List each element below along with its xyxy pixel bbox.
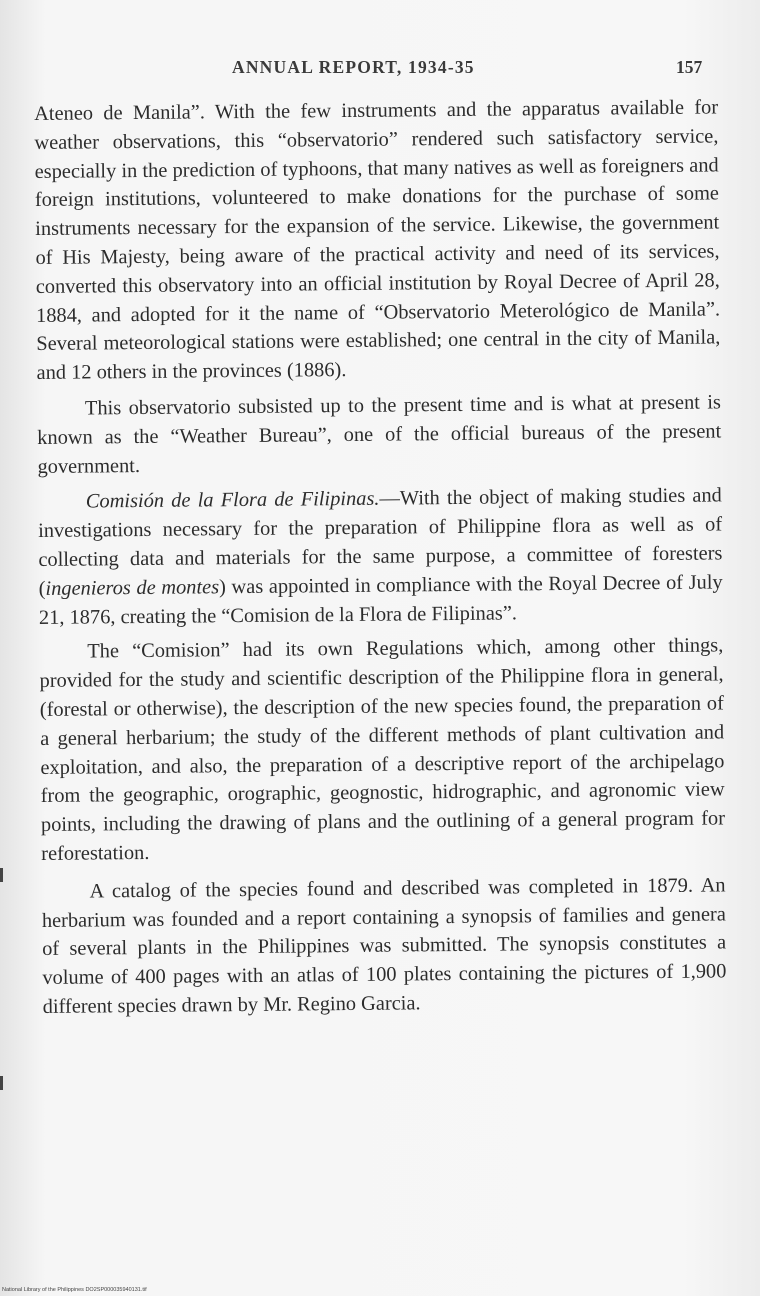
scan-edge-mark	[0, 868, 3, 882]
paragraph-catalog: A catalog of the species found and described was completed in 1879. An herbarium was founded and a report containing a synopsis of families and genera of several plants in the Philippines was submitted. The synopsis constitutes a volume of 400 pages with an atlas of 100 plates containing the pictures of 1,900 different species drawn by Mr. Regino Garcia.	[41, 874, 727, 1018]
italic-term: ingenieros de montes	[45, 575, 220, 600]
paragraph-text: ) was appointed in compliance with the Royal Decree of July 21, 1876, creating the “Comision de la Flora de Filipinas”.	[38, 571, 723, 629]
paragraph-comision-flora	[38, 482, 723, 633]
page-header	[0, 57, 760, 83]
section-heading: Comisión de la Flora de Filipinas.	[85, 488, 380, 513]
running-title: ANNUAL REPORT, 1934-35	[232, 57, 475, 77]
paragraph-weather-bureau: This observatorio subsisted up to the present time and is what at present is known as the “Weather Bureau”, one of the official bureaus of the present government.	[37, 391, 722, 478]
paragraph-text: —With the object of making studies and investigations necessary for the preparation of Philippine flora as well as of collecting data and materials for the same purpose, a committee of foresters (	[38, 484, 723, 600]
paragraph-comision-regulations: The “Comision” had its own Regulations which, among other things, provided for the study and scientific description of the Philippine flora in general, (forestal or otherwise), the description of the new species found, the preparation of a general herbarium; the study of the different methods of plant cultivation and exploitation, and also, the preparation of a descriptive report of the archipelago from the geographic, orographic, geognostic, hidrographic, and agronomic view points, including the drawing of plans and the outlining of a general program for reforestation.	[39, 634, 726, 865]
scan-edge-mark	[0, 1076, 3, 1090]
page-number: 157	[676, 57, 703, 77]
paragraph-observatorio-history: Ateneo de Manila”. With the few instruments and the apparatus available for weather observations, this “observatorio” rendered such satisfactory service, especially in the prediction of typhoons, that many natives as well as foreigners and foreign institutions, volunteered to make donations for the purchase of some instruments necessary for the expansion of the service. Likewise, the government of His Majesty, being aware of the practical activity and need of its services, converted this observatory into an official institution by Royal Decree of April 28, 1884, and adopted for it the name of “Observatorio Meterológico de Manila”. Several meteorological stations were established; one central in the city of Manila, and 12 others in the provinces (1886).	[34, 96, 721, 385]
body-text	[34, 93, 727, 1021]
scan-footer: National Library of the Philippines DO2SP000035940131.tif	[2, 1287, 147, 1293]
